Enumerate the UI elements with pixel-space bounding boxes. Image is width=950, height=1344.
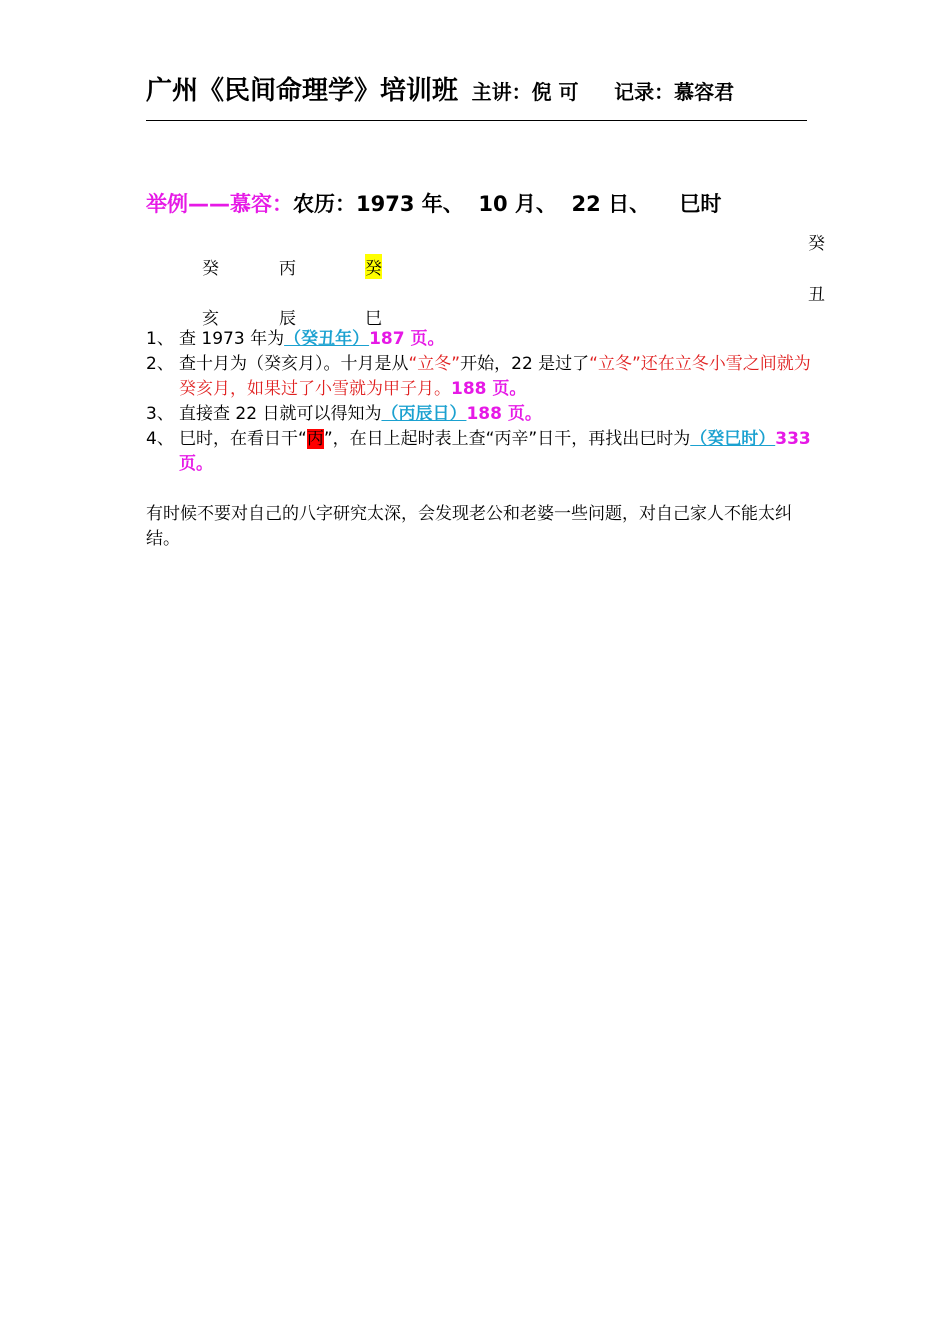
month-branch: 辰 bbox=[279, 309, 296, 329]
hour-stem: 癸 bbox=[808, 234, 825, 254]
highlighted-day-stem: 丙 bbox=[306, 429, 324, 449]
item-number: 4、 bbox=[146, 429, 174, 449]
item-number: 3、 bbox=[146, 404, 174, 424]
list-item bbox=[146, 352, 811, 402]
item-prefix: 直接查 22 日就可以得知为 bbox=[179, 404, 382, 424]
solar-term-quote: “立冬” bbox=[408, 354, 461, 374]
example-heading bbox=[146, 188, 721, 218]
day-branch: 巳 bbox=[365, 309, 382, 329]
example-label: 举例——慕容： bbox=[146, 192, 293, 216]
hour-branch: 丑 bbox=[808, 285, 825, 305]
item-text bbox=[179, 352, 811, 402]
header-rule bbox=[146, 120, 807, 121]
lunar-date: 农历：1973 年、 10 月、 22 日、 巳时 bbox=[293, 192, 722, 216]
item-number: 2、 bbox=[146, 354, 174, 374]
item-suffix: ”，在日上起时表上查“丙辛”日干，再找出巳时为 bbox=[323, 429, 691, 449]
list-item bbox=[146, 402, 811, 427]
year-branch: 亥 bbox=[202, 309, 219, 329]
item-prefix: 查十月为（癸亥月）。十月是从 bbox=[179, 354, 409, 374]
course-title: 广州《民间命理学》培训班 bbox=[146, 76, 459, 106]
recorder-label: 记录：慕容君 bbox=[614, 80, 735, 104]
cycle-link[interactable]: （癸巳时） bbox=[690, 429, 776, 449]
page-ref: 333 页。 bbox=[179, 429, 811, 474]
item-middle: 开始，22 是过了 bbox=[460, 354, 590, 374]
cycle-link[interactable]: （丙辰日） bbox=[381, 404, 467, 424]
list-item bbox=[146, 427, 811, 477]
year-stem: 癸 bbox=[202, 259, 219, 279]
item-number: 1、 bbox=[146, 329, 174, 349]
item-prefix: 查 1973 年为 bbox=[179, 329, 285, 349]
closing-note: 有时候不要对自己的八字研究太深，会发现老公和老婆一些问题，对自己家人不能太纠结。 bbox=[146, 504, 792, 549]
item-text bbox=[179, 427, 811, 477]
item-text bbox=[179, 327, 811, 352]
cycle-link[interactable]: （癸丑年） bbox=[284, 329, 370, 349]
item-prefix: 巳时，在看日干“ bbox=[179, 429, 307, 449]
day-stem-highlighted: 癸 bbox=[365, 254, 382, 279]
document-header bbox=[146, 70, 734, 107]
red-explanation: “立冬”还在立冬小雪之间就为癸亥月，如果过了小雪就为甲子月。 bbox=[179, 354, 811, 399]
item-text bbox=[179, 402, 811, 427]
page-ref: 188 页。 bbox=[466, 404, 542, 424]
page-ref: 188 页。 bbox=[451, 379, 527, 399]
page-ref: 187 页。 bbox=[369, 329, 445, 349]
list-item bbox=[146, 327, 811, 352]
lecturer-label: 主讲：倪 可 bbox=[471, 80, 579, 104]
month-stem: 丙 bbox=[279, 259, 296, 279]
